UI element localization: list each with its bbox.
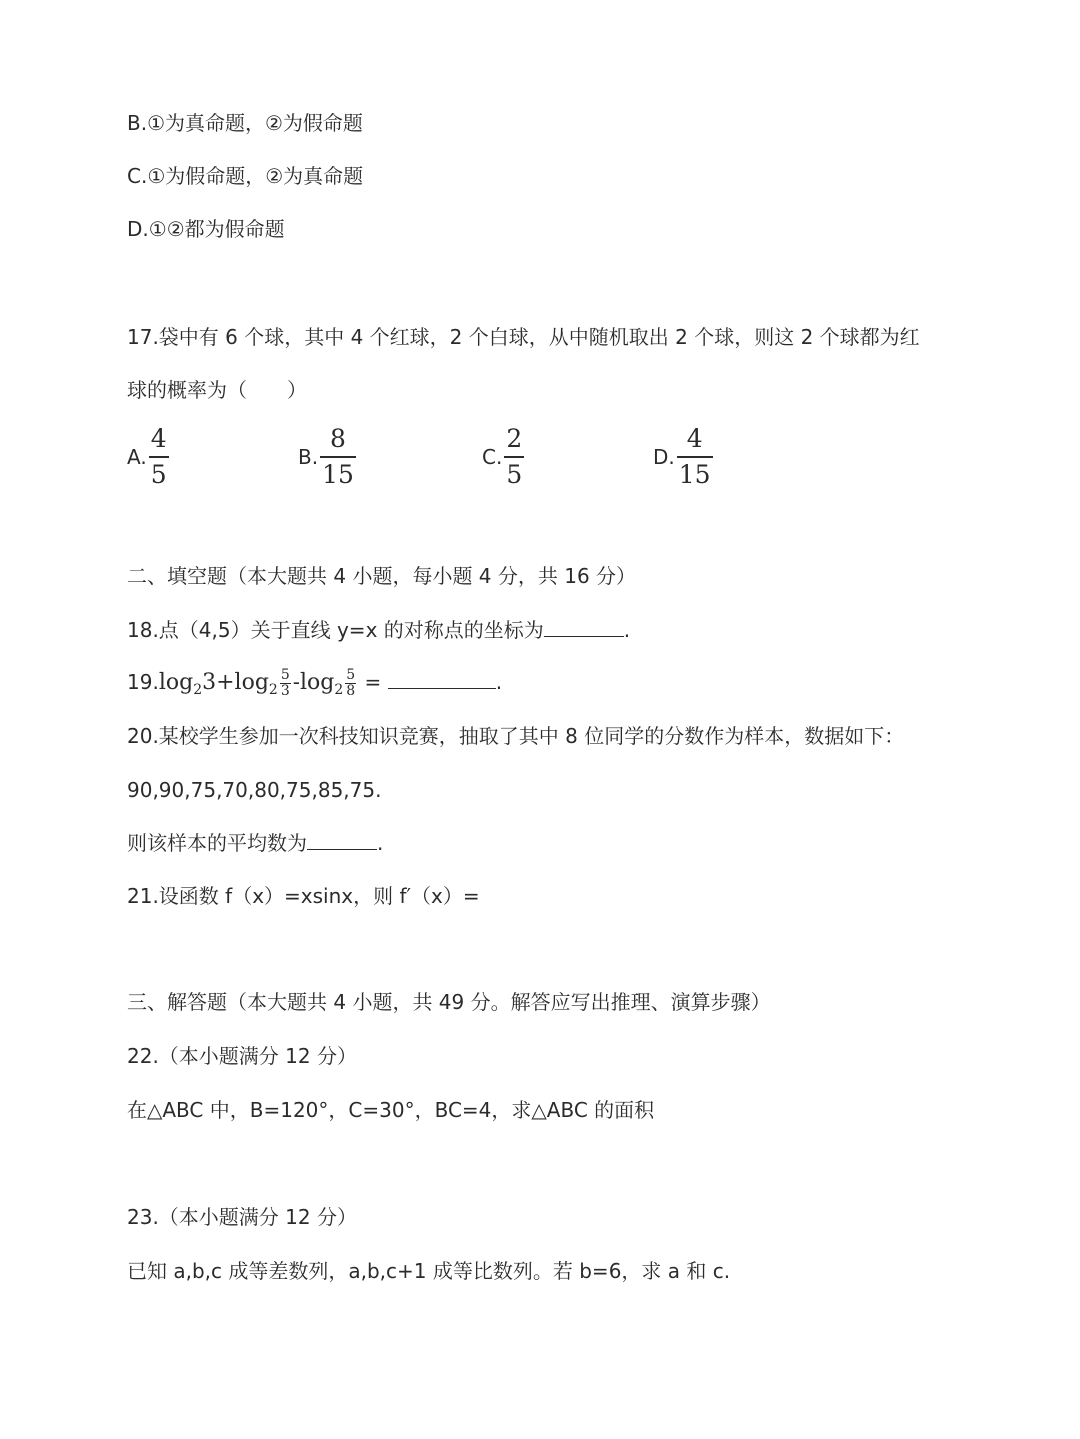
q17-stem-line2: 球的概率为（ ） xyxy=(127,378,307,402)
fraction-numerator: 5 xyxy=(346,667,356,683)
option-label: B. xyxy=(298,445,319,469)
log-base: 2 xyxy=(334,682,344,698)
option-label: C. xyxy=(482,445,503,469)
q20-question xyxy=(127,829,383,857)
q23-title: 23.（本小题满分 12 分） xyxy=(127,1205,357,1229)
option-label: A. xyxy=(127,445,147,469)
log-base: 2 xyxy=(268,682,278,698)
fraction-numerator: 8 xyxy=(330,424,346,453)
log-term: log xyxy=(299,670,335,695)
q23-text: 已知 a,b,c 成等差数列，a,b,c+1 成等比数列。若 b=6，求 a 和 c. xyxy=(127,1259,731,1283)
q22-text: 在△ABC 中，B=120°，C=30°，BC=4，求△ABC 的面积 xyxy=(127,1098,655,1122)
minus-sign: - xyxy=(292,670,300,694)
section-2-heading: 二、填空题（本大题共 4 小题，每小题 4 分，共 16 分） xyxy=(127,564,637,588)
fraction-numerator: 4 xyxy=(150,424,167,453)
answer-blank xyxy=(307,829,377,850)
q18 xyxy=(127,616,630,644)
q19 xyxy=(127,664,502,708)
answer-blank xyxy=(388,668,496,689)
fraction xyxy=(677,424,713,490)
q17-option-d xyxy=(653,424,713,490)
q19-end: . xyxy=(495,670,503,694)
fraction-denominator: 3 xyxy=(280,683,290,699)
fraction-denominator: 5 xyxy=(149,456,169,490)
fraction xyxy=(280,668,291,699)
q20-data: 90,90,75,70,80,75,85,75. xyxy=(127,778,382,802)
fraction-numerator: 5 xyxy=(280,667,290,683)
log-term: log xyxy=(158,670,194,695)
q18-end: . xyxy=(623,618,631,642)
q21: 21.设函数 f（x）=xsinx，则 f′（x）= xyxy=(127,884,480,908)
q20-question-text: 则该样本的平均数为 xyxy=(127,831,307,855)
answer-blank xyxy=(544,616,624,637)
fraction-denominator: 15 xyxy=(320,456,356,490)
fraction xyxy=(149,424,169,490)
fraction-denominator: 8 xyxy=(346,683,356,699)
option-label: D. xyxy=(653,445,675,469)
q19-expression xyxy=(158,670,278,698)
q17-option-b xyxy=(298,424,356,490)
log-term: log xyxy=(234,670,269,695)
equals-sign: = xyxy=(358,670,388,694)
q22-title: 22.（本小题满分 12 分） xyxy=(127,1044,357,1068)
fraction xyxy=(504,424,524,490)
section-3-heading: 三、解答题（本大题共 4 小题，共 49 分。解答应写出推理、演算步骤） xyxy=(127,990,771,1014)
q16-option-b: B.①为真命题，②为假命题 xyxy=(127,111,363,135)
q17-option-c xyxy=(482,424,524,490)
fraction-denominator: 15 xyxy=(677,456,713,490)
q17-option-a xyxy=(127,424,169,490)
log-base: 2 xyxy=(193,682,203,698)
fraction-denominator: 5 xyxy=(504,456,524,490)
q19-term1: 3+ xyxy=(202,670,235,695)
fraction xyxy=(345,668,356,699)
q19-prefix: 19. xyxy=(127,670,159,694)
fraction-numerator: 4 xyxy=(686,424,703,453)
q16-option-c: C.①为假命题，②为真命题 xyxy=(127,164,364,188)
q17-stem-line1: 17.袋中有 6 个球，其中 4 个红球，2 个白球，从中随机取出 2 个球，则这 2 个球都为红 xyxy=(127,325,920,349)
q20-end: . xyxy=(377,831,384,855)
fraction-numerator: 2 xyxy=(506,424,523,453)
q18-text: 18.点（4,5）关于直线 y=x 的对称点的坐标为 xyxy=(127,618,544,642)
q20-stem: 20.某校学生参加一次科技知识竞赛，抽取了其中 8 位同学的分数作为样本，数据如下： xyxy=(127,724,905,748)
q16-option-d: D.①②都为假命题 xyxy=(127,217,285,241)
fraction xyxy=(320,424,356,490)
q19-expression-2 xyxy=(299,670,344,698)
